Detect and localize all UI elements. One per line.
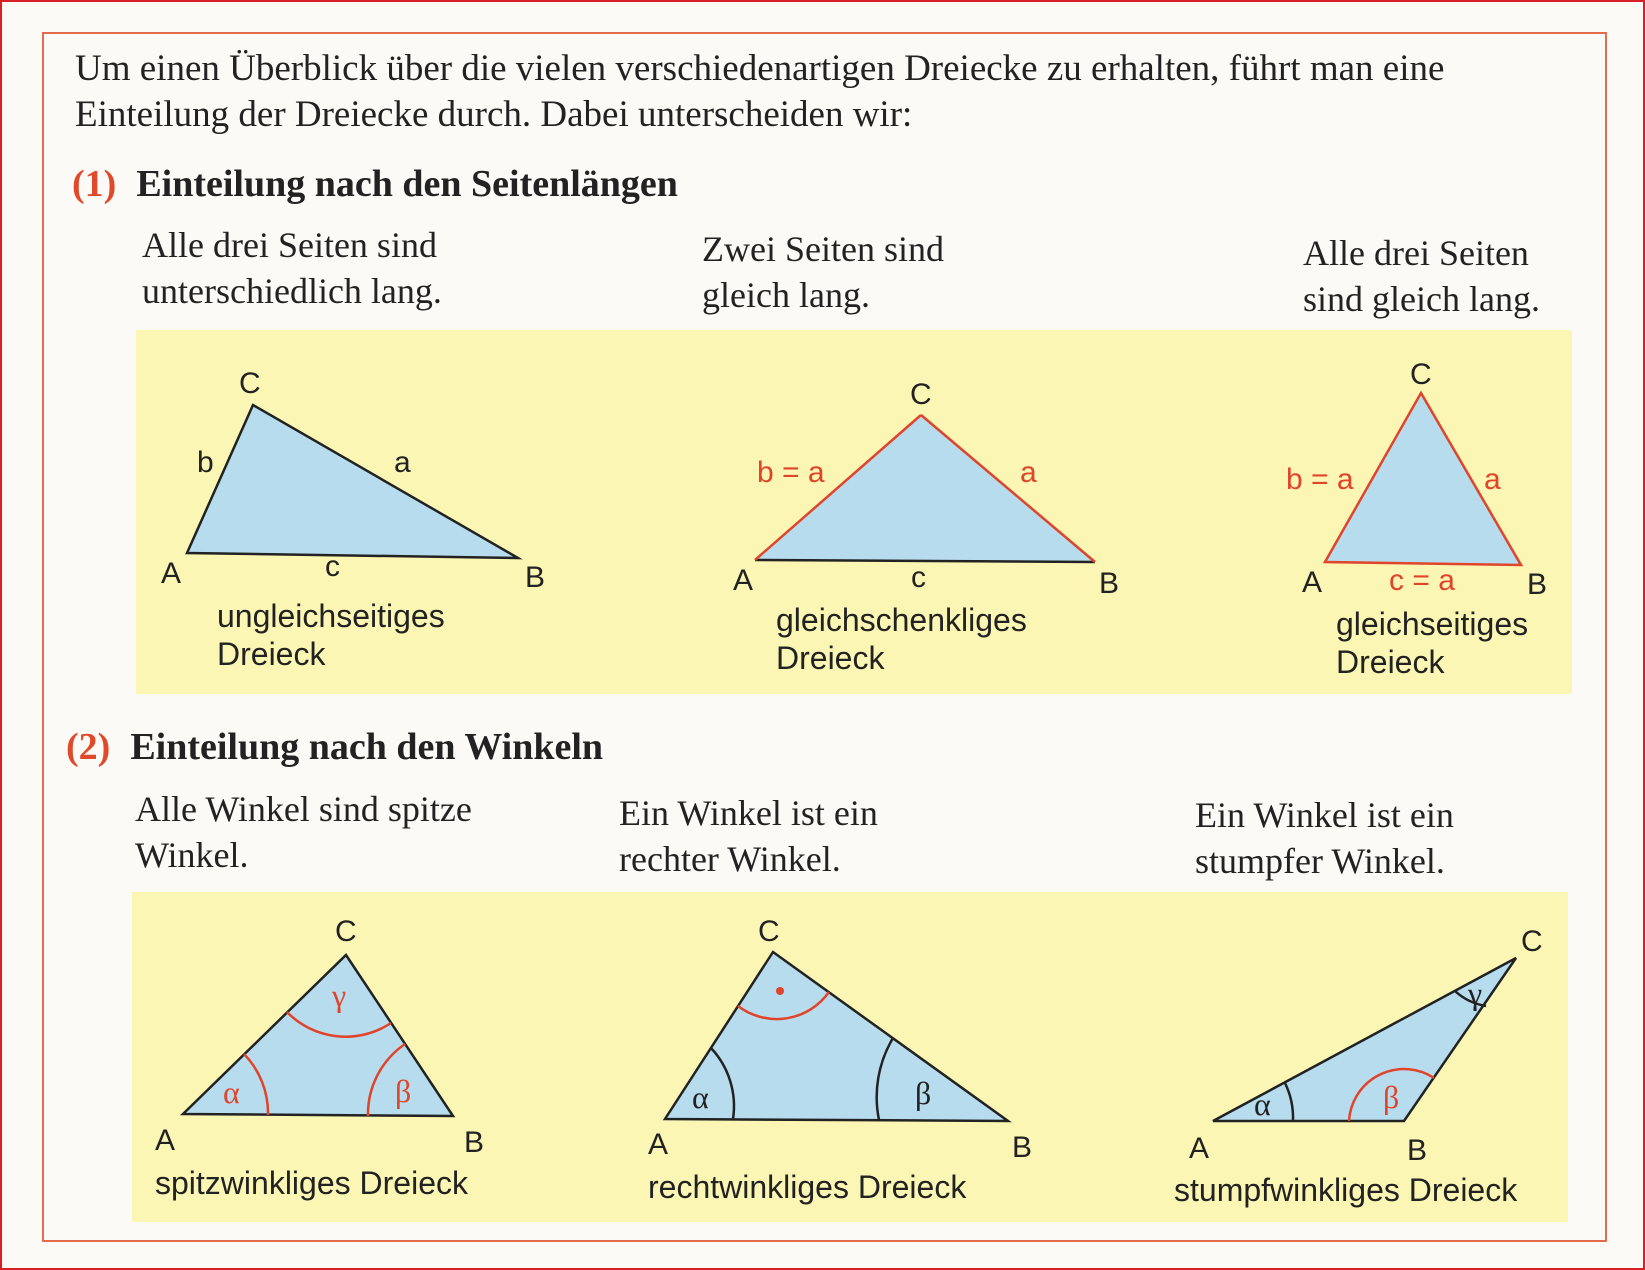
angle-label-gamma: γ: [332, 977, 347, 1013]
vertex-B: B: [1407, 1134, 1428, 1167]
section2-title: Einteilung nach den Winkeln: [130, 726, 604, 768]
caption-line: gleichseitiges: [1336, 606, 1529, 642]
side-label-c: c: [325, 550, 340, 583]
side-label-c: c = a: [1389, 564, 1455, 597]
section1-number: (1): [72, 163, 117, 205]
vertex-B: B: [1527, 568, 1548, 601]
caption-line: ungleichseitiges: [217, 598, 445, 634]
vertex-C: C: [335, 915, 357, 948]
desc-line: Zwei Seiten sind: [702, 229, 944, 269]
side-label-a: a: [1484, 463, 1501, 496]
side-label-a: a: [1020, 456, 1037, 489]
caption-acute: spitzwinkliges Dreieck: [155, 1165, 468, 1201]
side-label-b: b = a: [1286, 463, 1354, 496]
angle-label-beta: β: [395, 1073, 412, 1109]
caption-scalene: [217, 597, 445, 673]
vertex-A: A: [155, 1124, 176, 1157]
vertex-C: C: [1521, 925, 1543, 958]
angle-label-alpha: α: [1254, 1086, 1271, 1122]
side-label-a: a: [394, 446, 411, 479]
desc-line: Ein Winkel ist ein: [1195, 795, 1454, 835]
caption-right: rechtwinkliges Dreieck: [648, 1169, 967, 1205]
side-label-b: b = a: [757, 456, 825, 489]
caption-equilateral: [1336, 605, 1528, 681]
caption-line: Dreieck: [1336, 644, 1445, 680]
side-label-c: c: [911, 561, 926, 594]
vertex-B: B: [464, 1126, 485, 1159]
vertex-A: A: [733, 564, 754, 597]
vertex-C: C: [239, 367, 261, 400]
angle-label-alpha: α: [692, 1079, 709, 1115]
vertex-C: C: [1410, 358, 1432, 391]
desc-line: stumpfer Winkel.: [1195, 841, 1445, 881]
desc-line: Alle drei Seiten: [1303, 233, 1529, 273]
side-label-b: b: [197, 446, 214, 479]
angle-label-alpha: α: [223, 1074, 240, 1110]
desc-line: Alle drei Seiten sind: [142, 225, 437, 265]
caption-isosceles: [776, 601, 1027, 677]
vertex-B: B: [1099, 567, 1120, 600]
triangle-right: [665, 952, 1008, 1121]
vertex-C: C: [910, 378, 932, 411]
desc-line: gleich lang.: [702, 275, 870, 315]
vertex-A: A: [161, 557, 182, 590]
section2-number: (2): [66, 726, 111, 768]
vertex-B: B: [1012, 1131, 1033, 1164]
angle-label-beta: β: [1383, 1079, 1400, 1115]
vertex-A: A: [1189, 1132, 1210, 1165]
angle-label-beta: β: [915, 1075, 932, 1111]
section1-title: Einteilung nach den Seitenlängen: [136, 163, 678, 205]
intro-text: Um einen Überblick über die vielen verschiedenartigen Dreiecke zu erhalten, führt man eine Einteilung der Dreiecke durch. Dabei unterscheiden wir:: [75, 48, 1445, 135]
caption-obtuse: stumpfwinkliges Dreieck: [1174, 1172, 1518, 1208]
triangle-scalene: [187, 405, 518, 558]
caption-line: Dreieck: [776, 640, 885, 676]
vertex-C: C: [758, 915, 780, 948]
desc-line: unterschiedlich lang.: [142, 271, 442, 311]
desc-line: rechter Winkel.: [619, 839, 841, 879]
vertex-A: A: [1302, 566, 1323, 599]
desc-line: Winkel.: [135, 835, 249, 875]
vertex-A: A: [648, 1128, 669, 1161]
desc-line: sind gleich lang.: [1303, 279, 1540, 319]
desc-line: Alle Winkel sind spitze: [135, 789, 472, 829]
vertex-B: B: [525, 561, 546, 594]
desc-line: Ein Winkel ist ein: [619, 793, 878, 833]
right-angle-dot: [776, 987, 784, 995]
caption-line: Dreieck: [217, 636, 326, 672]
caption-line: gleichschenkliges: [776, 602, 1027, 638]
angle-label-gamma: γ: [1468, 975, 1483, 1011]
